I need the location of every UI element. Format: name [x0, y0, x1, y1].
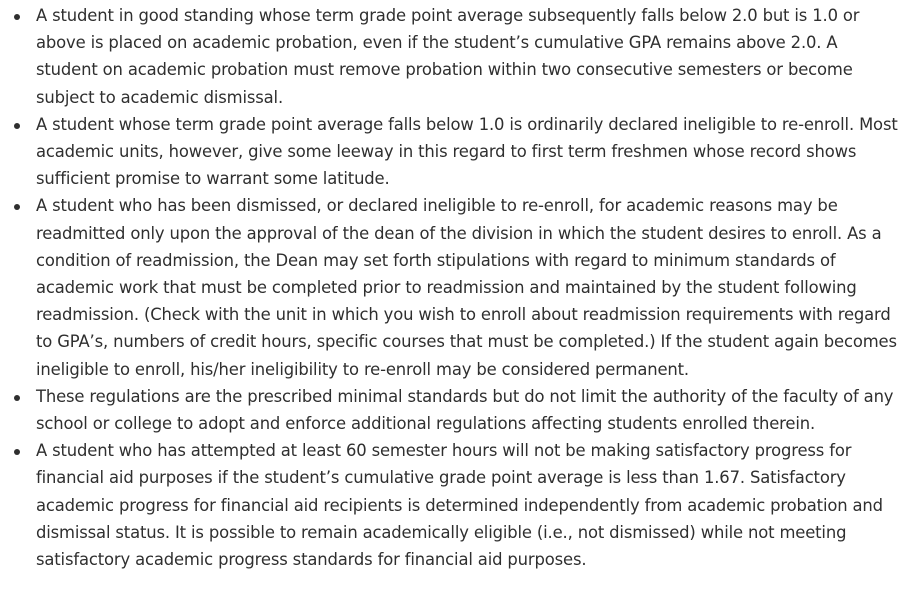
list-item — [36, 437, 904, 573]
bullet-icon — [14, 14, 20, 20]
list-item-text: A student who has been dismissed, or declared ineligible to re-enroll, for academic reasons may be readmitted only upon the approval of the dean of the division in which the student desires to enroll. As a condition of readmission, the Dean may set forth stipulations with regard to minimum standards of academic work that must be completed prior to readmission and maintained by the student following readmission. (Check with the unit in which you wish to enroll about readmission requirements with regard to GPA’s, numbers of credit hours, specific courses that must be completed.) If the student again becomes ineligible to enroll, his/her ineligibility to re-enroll may be considered permanent. — [36, 196, 897, 379]
list-item-text: A student in good standing whose term grade point average subsequently falls below 2.0 but is 1.0 or above is placed on academic probation, even if the student’s cumulative GPA remains above 2.0. A student on academic probation must remove probation within two consecutive semesters or become subject to academic dismissal. — [36, 6, 860, 107]
bullet-icon — [14, 123, 20, 129]
list-item-text: A student whose term grade point average falls below 1.0 is ordinarily declared ineligible to re-enroll. Most academic units, however, give some leeway in this regard to first term freshmen whose record shows sufficient promise to warrant some latitude. — [36, 114, 898, 189]
list-item — [36, 111, 904, 193]
bullet-icon — [14, 204, 20, 210]
list-item-text: These regulations are the prescribed minimal standards but do not limit the authority of the faculty of any school or college to adopt and enforce additional regulations affecting students enrolled therein. — [36, 386, 894, 434]
list-item — [36, 192, 904, 382]
list-item-text: A student who has attempted at least 60 semester hours will not be making satisfactory progress for financial aid purposes if the student’s cumulative grade point average is less than 1.67. Satisfactory academic progress for financial aid recipients is determined independently from academic probation and dismissal status. It is possible to remain academically eligible (i.e., not dismissed) while not meeting satisfactory academic progress standards for financial aid purposes. — [36, 441, 883, 570]
list-item — [36, 383, 904, 437]
bullet-icon — [14, 395, 20, 401]
bullet-icon — [14, 449, 20, 455]
list-item — [36, 2, 904, 111]
